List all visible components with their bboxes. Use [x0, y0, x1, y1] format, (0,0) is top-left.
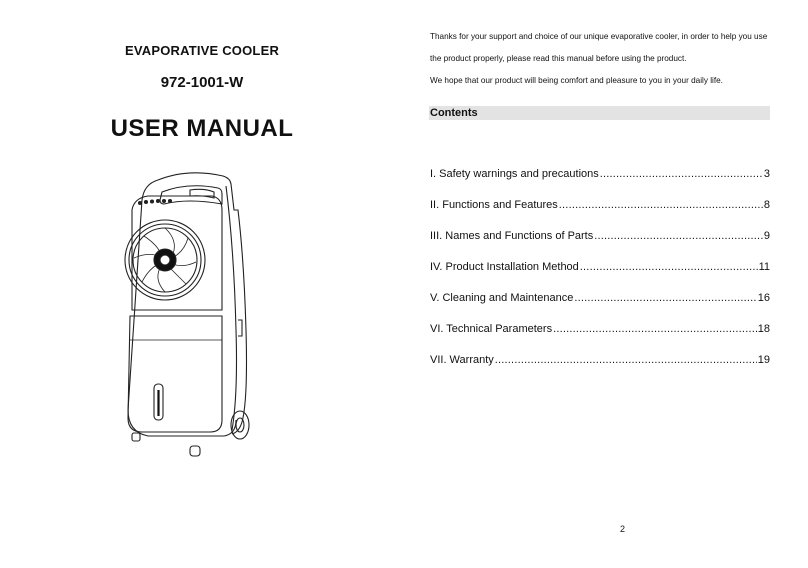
intro-line: the product properly, please read this manual before using the product. [430, 54, 687, 63]
toc-dot-leader [580, 261, 758, 273]
model-number: 972-1001-W [160, 74, 244, 91]
evaporative-cooler-illustration [118, 170, 258, 460]
toc-entry-page: 18 [757, 323, 770, 335]
toc-dot-leader [600, 168, 763, 180]
toc-entry[interactable] [430, 168, 770, 199]
toc-entry-label: I. Safety warnings and precautions [430, 168, 599, 180]
toc-entry-page: 9 [763, 230, 770, 242]
toc-entry-page: 19 [757, 354, 770, 366]
toc-entry-label: VI. Technical Parameters [430, 323, 553, 335]
toc-entry-page: 16 [757, 292, 770, 304]
toc-dot-leader [495, 354, 757, 366]
toc-entry[interactable] [430, 323, 770, 354]
intro-line: Thanks for your support and choice of our unique evaporative cooler, in order to help you use [430, 32, 768, 41]
toc-entry-page: 3 [763, 168, 770, 180]
product-type-heading: EVAPORATIVE COOLER [124, 43, 280, 58]
right-page [404, 0, 808, 568]
contents-header-bar [429, 106, 770, 120]
manual-title: USER MANUAL [110, 115, 294, 142]
toc-entry-label: III. Names and Functions of Parts [430, 230, 594, 242]
toc-entry-label: VII. Warranty [430, 354, 494, 366]
toc-entry-label: II. Functions and Features [430, 199, 558, 211]
toc-dot-leader [559, 199, 763, 211]
toc-entry[interactable] [430, 354, 770, 385]
toc-entry-label: V. Cleaning and Maintenance [430, 292, 574, 304]
intro-text [430, 32, 775, 98]
contents-heading: Contents [430, 107, 478, 119]
table-of-contents [430, 168, 770, 385]
toc-entry[interactable] [430, 199, 770, 230]
toc-entry-page: 8 [763, 199, 770, 211]
toc-dot-leader [574, 292, 756, 304]
intro-line: We hope that our product will being comfort and pleasure to you in your daily life. [430, 76, 723, 85]
toc-entry-page: 11 [758, 261, 770, 273]
toc-dot-leader [553, 323, 757, 335]
toc-entry[interactable] [430, 292, 770, 323]
toc-entry[interactable] [430, 261, 770, 292]
toc-entry-label: IV. Product Installation Method [430, 261, 579, 273]
toc-dot-leader [594, 230, 763, 242]
toc-entry[interactable] [430, 230, 770, 261]
page-number: 2 [620, 524, 626, 534]
